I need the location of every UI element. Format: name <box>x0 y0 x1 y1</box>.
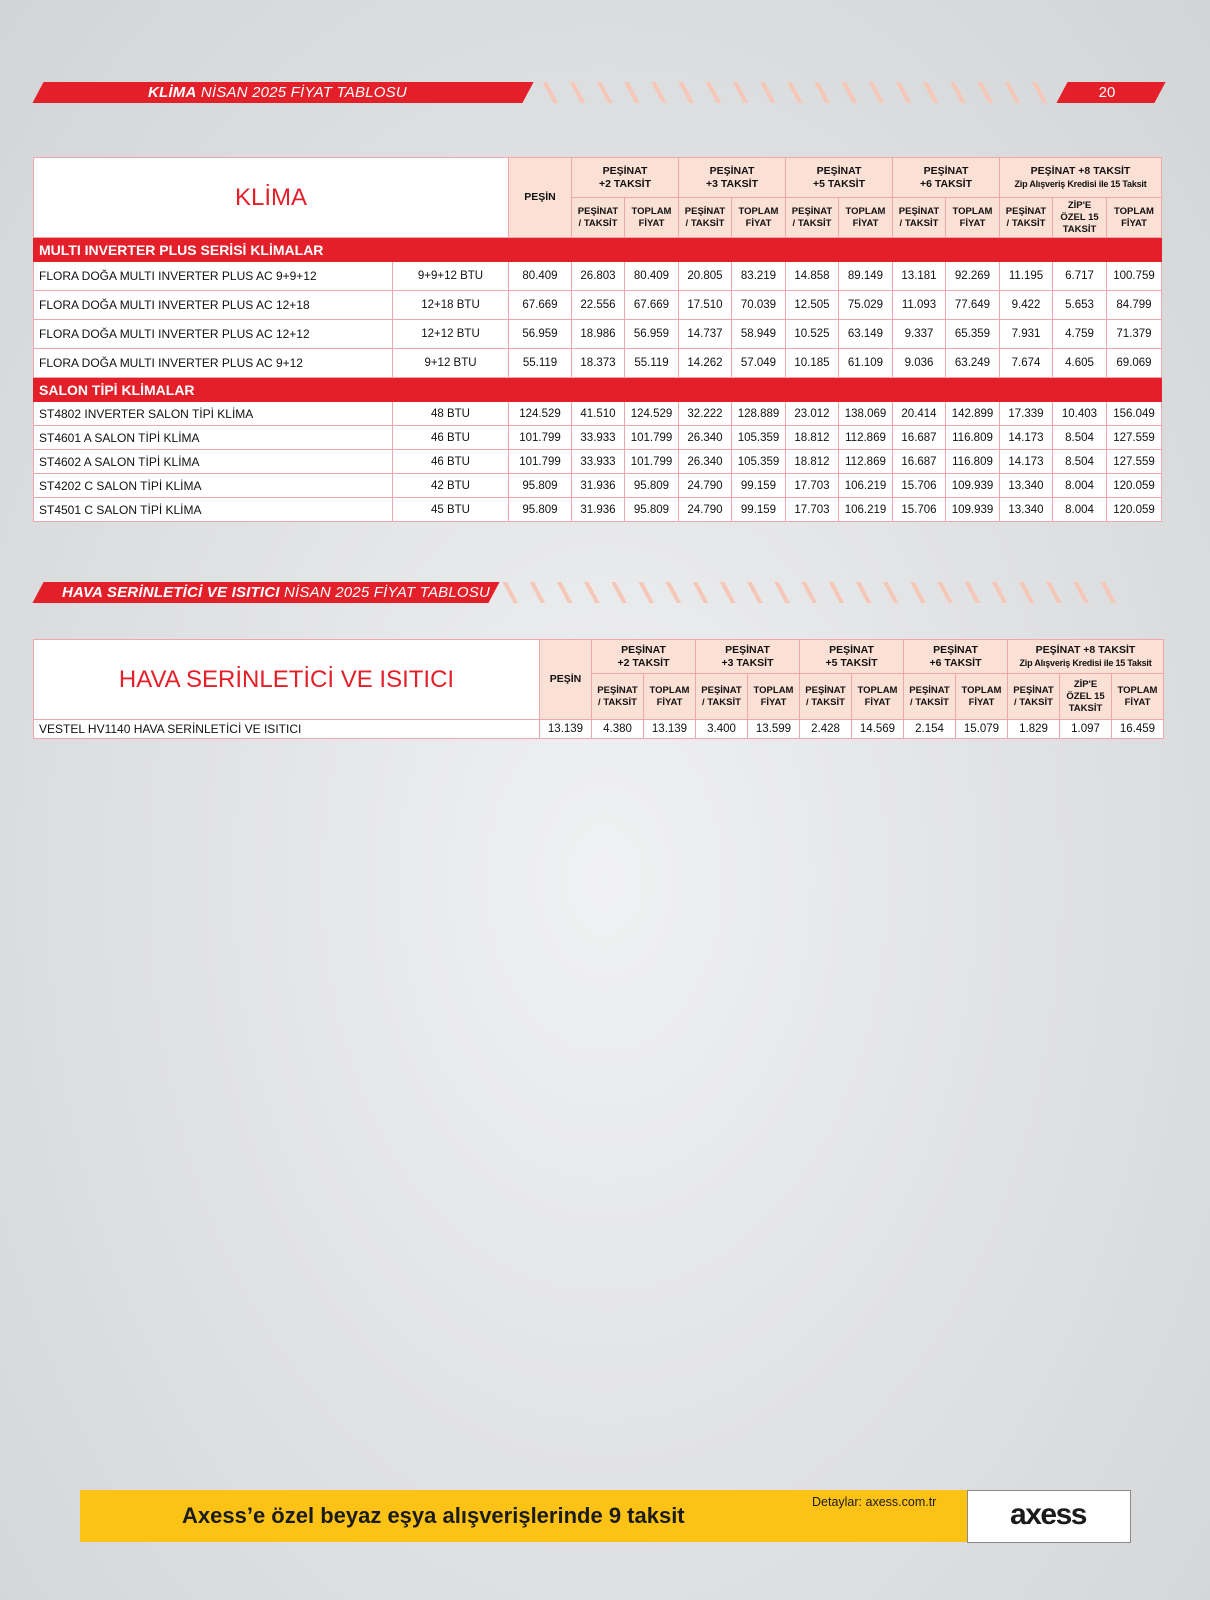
header-tf: TOPLAM FİYAT <box>732 198 786 238</box>
price-cell: 109.939 <box>946 474 1000 498</box>
product-name: FLORA DOĞA MULTI INVERTER PLUS AC 12+12 <box>34 320 393 349</box>
price-cell: 17.339 <box>1000 402 1053 426</box>
product-btu: 48 BTU <box>393 402 509 426</box>
price-cell: 8.504 <box>1053 426 1107 450</box>
price-cell: 10.185 <box>786 349 839 378</box>
price-cell: 83.219 <box>732 262 786 291</box>
section-header: MULTI INVERTER PLUS SERİSİ KLİMALAR <box>34 238 1162 262</box>
decorative-stripes <box>500 582 1118 603</box>
price-cell: 17.703 <box>786 474 839 498</box>
price-cell: 24.790 <box>679 474 732 498</box>
price-cell: 67.669 <box>625 291 679 320</box>
header-plan-8: PEŞİNAT +8 TAKSİT Zip Alışveriş Kredisi ile 15 Taksit <box>1008 640 1164 674</box>
price-cell: 127.559 <box>1107 426 1162 450</box>
price-cell: 26.340 <box>679 450 732 474</box>
table-row <box>34 450 1162 474</box>
header-tf: TOPLAM FİYAT <box>956 674 1008 720</box>
header-plan-5: PEŞİNAT +5 TAKSİT <box>800 640 904 674</box>
product-btu: 42 BTU <box>393 474 509 498</box>
product-btu: 46 BTU <box>393 450 509 474</box>
price-cell: 13.139 <box>644 720 696 739</box>
price-cell: 10.525 <box>786 320 839 349</box>
header-plan-6: PEŞİNAT +6 TAKSİT <box>904 640 1008 674</box>
price-cell: 14.173 <box>1000 426 1053 450</box>
price-cell: 89.149 <box>839 262 893 291</box>
promo-banner-text: Axess’e özel beyaz eşya alışverişlerinde 9 taksit <box>182 1503 685 1528</box>
price-cell: 101.799 <box>509 426 572 450</box>
product-btu: 45 BTU <box>393 498 509 522</box>
price-cell: 69.069 <box>1107 349 1162 378</box>
header-tf: TOPLAM FİYAT <box>852 674 904 720</box>
price-cell: 13.340 <box>1000 474 1053 498</box>
price-cell: 124.529 <box>625 402 679 426</box>
table-row <box>34 262 1162 291</box>
header-plan-5: PEŞİNAT +5 TAKSİT <box>786 158 893 198</box>
price-cell: 14.858 <box>786 262 839 291</box>
header-pt: PEŞİNAT / TAKSİT <box>696 674 748 720</box>
price-cell: 56.959 <box>625 320 679 349</box>
price-cell: 2.154 <box>904 720 956 739</box>
price-cell: 92.269 <box>946 262 1000 291</box>
price-cell: 33.933 <box>572 426 625 450</box>
header-pt: PEŞİNAT / TAKSİT <box>800 674 852 720</box>
header-pt: PEŞİNAT / TAKSİT <box>1000 198 1053 238</box>
product-btu: 46 BTU <box>393 426 509 450</box>
price-cell: 84.799 <box>1107 291 1162 320</box>
price-cell: 95.809 <box>509 474 572 498</box>
price-cell: 9.422 <box>1000 291 1053 320</box>
table-brand-title: HAVA SERİNLETİCİ VE ISITICI <box>34 640 540 720</box>
price-cell: 55.119 <box>625 349 679 378</box>
price-cell: 13.181 <box>893 262 946 291</box>
product-name: FLORA DOĞA MULTI INVERTER PLUS AC 9+12 <box>34 349 393 378</box>
product-name: FLORA DOĞA MULTI INVERTER PLUS AC 12+18 <box>34 291 393 320</box>
price-cell: 95.809 <box>509 498 572 522</box>
header-plan-2: PEŞİNAT +2 TAKSİT <box>572 158 679 198</box>
price-cell: 80.409 <box>509 262 572 291</box>
price-cell: 5.653 <box>1053 291 1107 320</box>
price-cell: 31.936 <box>572 498 625 522</box>
section-title <box>148 82 407 103</box>
product-name: ST4202 C SALON TİPİ KLİMA <box>34 474 393 498</box>
klima-price-table <box>33 157 1162 522</box>
price-cell: 13.599 <box>748 720 800 739</box>
product-btu: 12+12 BTU <box>393 320 509 349</box>
price-cell: 11.195 <box>1000 262 1053 291</box>
price-cell: 63.249 <box>946 349 1000 378</box>
header-pt: PEŞİNAT / TAKSİT <box>1008 674 1060 720</box>
header-tf: TOPLAM FİYAT <box>946 198 1000 238</box>
header-tf: TOPLAM FİYAT <box>748 674 800 720</box>
table-row <box>34 474 1162 498</box>
header-plan-3: PEŞİNAT +3 TAKSİT <box>696 640 800 674</box>
price-cell: 55.119 <box>509 349 572 378</box>
header-plan-3: PEŞİNAT +3 TAKSİT <box>679 158 786 198</box>
price-cell: 7.931 <box>1000 320 1053 349</box>
price-cell: 8.004 <box>1053 498 1107 522</box>
price-cell: 116.809 <box>946 426 1000 450</box>
price-cell: 70.039 <box>732 291 786 320</box>
price-cell: 14.569 <box>852 720 904 739</box>
price-cell: 120.059 <box>1107 474 1162 498</box>
price-cell: 95.809 <box>625 498 679 522</box>
price-cell: 142.899 <box>946 402 1000 426</box>
section-title-bold: KLİMA <box>148 84 197 101</box>
section-header-row <box>34 238 1162 262</box>
price-cell: 3.400 <box>696 720 748 739</box>
header-tf: TOPLAM FİYAT <box>839 198 893 238</box>
product-name: ST4501 C SALON TİPİ KLİMA <box>34 498 393 522</box>
price-cell: 10.403 <box>1053 402 1107 426</box>
price-cell: 20.414 <box>893 402 946 426</box>
axess-logo: axess <box>1010 1498 1086 1531</box>
price-cell: 106.219 <box>839 498 893 522</box>
price-cell: 11.093 <box>893 291 946 320</box>
product-name: ST4601 A SALON TİPİ KLİMA <box>34 426 393 450</box>
price-cell: 9.337 <box>893 320 946 349</box>
price-cell: 31.936 <box>572 474 625 498</box>
price-cell: 15.706 <box>893 498 946 522</box>
price-cell: 22.556 <box>572 291 625 320</box>
price-cell: 101.799 <box>509 450 572 474</box>
price-cell: 58.949 <box>732 320 786 349</box>
price-cell: 41.510 <box>572 402 625 426</box>
price-cell: 57.049 <box>732 349 786 378</box>
price-cell: 120.059 <box>1107 498 1162 522</box>
price-cell: 1.097 <box>1060 720 1112 739</box>
price-cell: 20.805 <box>679 262 732 291</box>
price-cell: 33.933 <box>572 450 625 474</box>
price-cell: 8.504 <box>1053 450 1107 474</box>
price-cell: 95.809 <box>625 474 679 498</box>
section-header: SALON TİPİ KLİMALAR <box>34 378 1162 402</box>
product-btu: 12+18 BTU <box>393 291 509 320</box>
header-pt: PEŞİNAT / TAKSİT <box>679 198 732 238</box>
section-title <box>62 582 490 603</box>
price-cell: 105.359 <box>732 450 786 474</box>
table-brand-title: KLİMA <box>34 158 509 238</box>
decorative-stripes <box>540 82 1050 103</box>
price-cell: 7.674 <box>1000 349 1053 378</box>
price-cell: 63.149 <box>839 320 893 349</box>
header-pesin: PEŞİN <box>509 158 572 238</box>
price-cell: 99.159 <box>732 498 786 522</box>
price-cell: 12.505 <box>786 291 839 320</box>
price-cell: 18.373 <box>572 349 625 378</box>
price-cell: 156.049 <box>1107 402 1162 426</box>
table-row <box>34 349 1162 378</box>
header-pt: PEŞİNAT / TAKSİT <box>786 198 839 238</box>
price-cell: 116.809 <box>946 450 1000 474</box>
product-name: FLORA DOĞA MULTI INVERTER PLUS AC 9+9+12 <box>34 262 393 291</box>
page-number: 20 <box>1098 84 1116 101</box>
section-title-rest: NİSAN 2025 FİYAT TABLOSU <box>196 84 407 101</box>
price-cell: 9.036 <box>893 349 946 378</box>
price-cell: 18.812 <box>786 450 839 474</box>
price-cell: 17.703 <box>786 498 839 522</box>
product-name: VESTEL HV1140 HAVA SERİNLETİCİ VE ISITICI <box>34 720 540 739</box>
table-row <box>34 291 1162 320</box>
header-pesin: PEŞİN <box>540 640 592 720</box>
price-cell: 4.380 <box>592 720 644 739</box>
header-tf: TOPLAM FİYAT <box>1107 198 1162 238</box>
price-cell: 23.012 <box>786 402 839 426</box>
price-cell: 1.829 <box>1008 720 1060 739</box>
price-cell: 65.359 <box>946 320 1000 349</box>
hava-price-table <box>33 639 1164 739</box>
price-cell: 13.340 <box>1000 498 1053 522</box>
price-cell: 75.029 <box>839 291 893 320</box>
price-cell: 109.939 <box>946 498 1000 522</box>
product-name: ST4602 A SALON TİPİ KLİMA <box>34 450 393 474</box>
product-name: ST4802 INVERTER SALON TİPİ KLİMA <box>34 402 393 426</box>
header-zip: ZİP'E ÖZEL 15 TAKSİT <box>1053 198 1107 238</box>
price-cell: 2.428 <box>800 720 852 739</box>
price-cell: 16.687 <box>893 450 946 474</box>
section-title-bold: HAVA SERİNLETİCİ VE ISITICI <box>62 584 280 601</box>
price-cell: 56.959 <box>509 320 572 349</box>
table-row <box>34 426 1162 450</box>
price-cell: 16.687 <box>893 426 946 450</box>
price-cell: 112.869 <box>839 450 893 474</box>
header-tf: TOPLAM FİYAT <box>625 198 679 238</box>
price-cell: 106.219 <box>839 474 893 498</box>
price-cell: 32.222 <box>679 402 732 426</box>
price-cell: 101.799 <box>625 426 679 450</box>
promo-detail-link[interactable]: Detaylar: axess.com.tr <box>812 1495 937 1509</box>
price-cell: 127.559 <box>1107 450 1162 474</box>
product-btu: 9+12 BTU <box>393 349 509 378</box>
price-cell: 14.737 <box>679 320 732 349</box>
price-cell: 15.706 <box>893 474 946 498</box>
header-pt: PEŞİNAT / TAKSİT <box>904 674 956 720</box>
header-pt: PEŞİNAT / TAKSİT <box>592 674 644 720</box>
price-cell: 101.799 <box>625 450 679 474</box>
price-cell: 99.159 <box>732 474 786 498</box>
table-row <box>34 402 1162 426</box>
price-cell: 112.869 <box>839 426 893 450</box>
price-cell: 105.359 <box>732 426 786 450</box>
header-plan-6: PEŞİNAT +6 TAKSİT <box>893 158 1000 198</box>
price-cell: 6.717 <box>1053 262 1107 291</box>
price-cell: 77.649 <box>946 291 1000 320</box>
price-cell: 26.340 <box>679 426 732 450</box>
header-plan-2: PEŞİNAT +2 TAKSİT <box>592 640 696 674</box>
price-cell: 8.004 <box>1053 474 1107 498</box>
price-cell: 61.109 <box>839 349 893 378</box>
product-btu: 9+9+12 BTU <box>393 262 509 291</box>
price-cell: 67.669 <box>509 291 572 320</box>
table-row <box>34 498 1162 522</box>
price-cell: 18.812 <box>786 426 839 450</box>
price-cell: 4.759 <box>1053 320 1107 349</box>
header-tf: TOPLAM FİYAT <box>644 674 696 720</box>
price-cell: 124.529 <box>509 402 572 426</box>
section-header-row <box>34 378 1162 402</box>
price-cell: 26.803 <box>572 262 625 291</box>
price-cell: 14.173 <box>1000 450 1053 474</box>
price-cell: 18.986 <box>572 320 625 349</box>
header-tf: TOPLAM FİYAT <box>1112 674 1164 720</box>
header-pt: PEŞİNAT / TAKSİT <box>893 198 946 238</box>
header-pt: PEŞİNAT / TAKSİT <box>572 198 625 238</box>
price-cell: 24.790 <box>679 498 732 522</box>
price-cell: 71.379 <box>1107 320 1162 349</box>
table-row <box>34 720 1164 739</box>
section-title-rest: NİSAN 2025 FİYAT TABLOSU <box>279 584 491 601</box>
price-cell: 128.889 <box>732 402 786 426</box>
price-cell: 4.605 <box>1053 349 1107 378</box>
price-cell: 14.262 <box>679 349 732 378</box>
price-cell: 16.459 <box>1112 720 1164 739</box>
price-cell: 15.079 <box>956 720 1008 739</box>
price-cell: 80.409 <box>625 262 679 291</box>
price-cell: 100.759 <box>1107 262 1162 291</box>
header-plan-8: PEŞİNAT +8 TAKSİT Zip Alışveriş Kredisi ile 15 Taksit <box>1000 158 1162 198</box>
price-cell: 13.139 <box>540 720 592 739</box>
table-row <box>34 320 1162 349</box>
header-zip: ZİP'E ÖZEL 15 TAKSİT <box>1060 674 1112 720</box>
price-cell: 138.069 <box>839 402 893 426</box>
price-cell: 17.510 <box>679 291 732 320</box>
